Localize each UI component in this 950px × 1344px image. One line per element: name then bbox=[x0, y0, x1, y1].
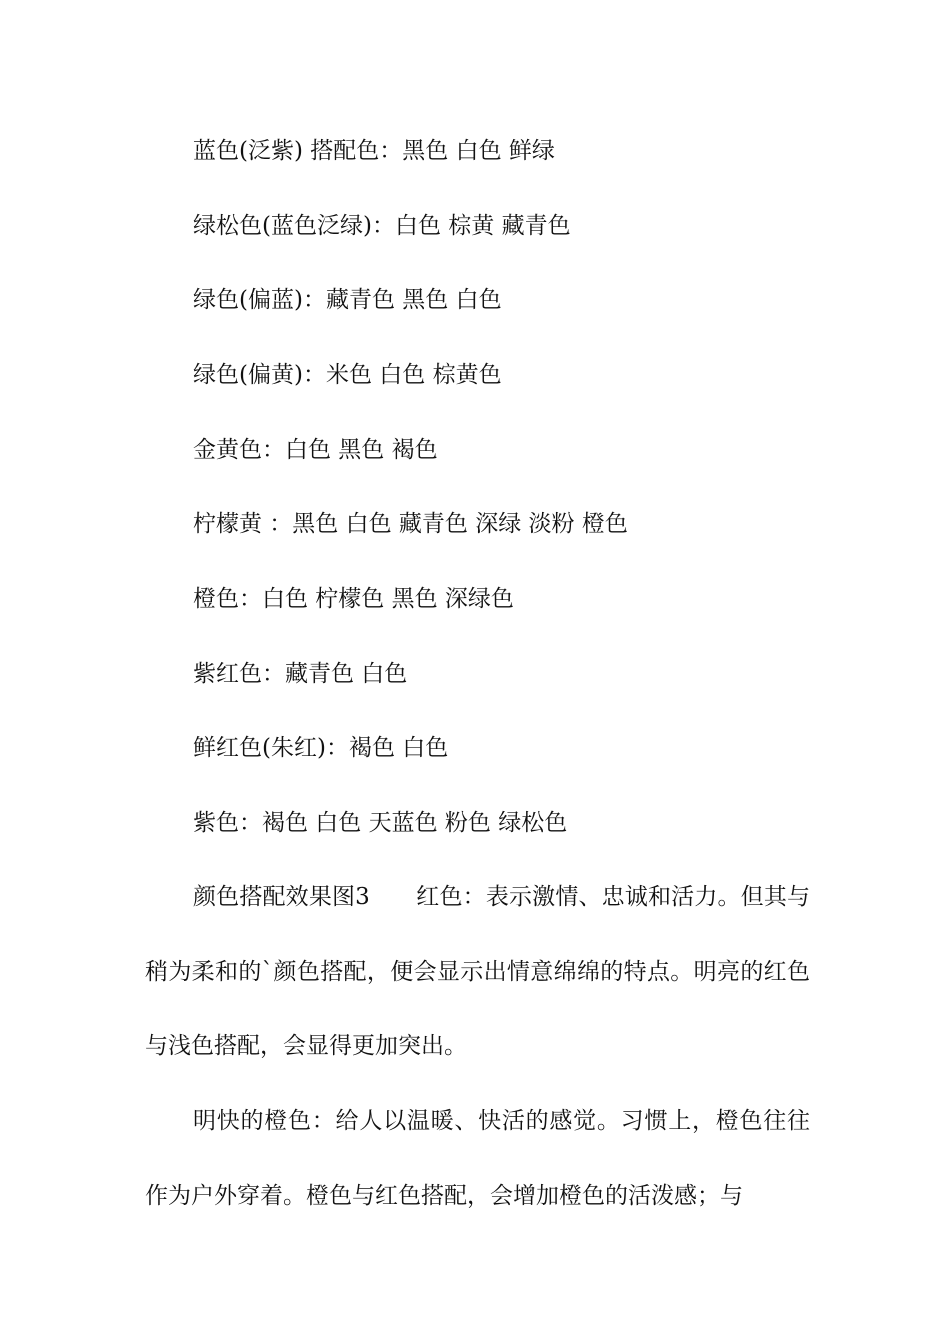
color-pair-line: 鲜红色(朱红)：褐色 白色 bbox=[193, 735, 449, 761]
color-pair-line: 紫色：褐色 白色 天蓝色 粉色 绿松色 bbox=[193, 810, 568, 836]
color-pair-line: 橙色：白色 柠檬色 黑色 深绿色 bbox=[193, 586, 514, 612]
body-paragraph-red: 颜色搭配效果图3 红色：表示激情、忠诚和活力。但其与稍为柔和的`颜色搭配，便会显示出情意绵绵的特点。明亮的红色与浅色搭配，会显得更加突出。 bbox=[145, 884, 810, 1059]
color-pair-line: 绿松色(蓝色泛绿)：白色 棕黄 藏青色 bbox=[193, 213, 571, 239]
color-pair-line: 金黄色：白色 黑色 褐色 bbox=[193, 437, 438, 463]
color-pair-line: 蓝色(泛紫) 搭配色：黑色 白色 鲜绿 bbox=[193, 138, 555, 164]
body-paragraph-orange: 明快的橙色：给人以温暖、快活的感觉。习惯上，橙色往往作为户外穿着。橙色与红色搭配，会增加橙色的活泼感；与 bbox=[145, 1108, 810, 1209]
color-pair-line: 绿色(偏黄)：米色 白色 棕黄色 bbox=[193, 362, 502, 388]
color-pair-line: 绿色(偏蓝)：藏青色 黑色 白色 bbox=[193, 287, 502, 313]
color-pair-line: 柠檬黄 ：黑色 白色 藏青色 深绿 淡粉 橙色 bbox=[193, 511, 628, 537]
color-pair-line: 紫红色：藏青色 白色 bbox=[193, 661, 408, 687]
